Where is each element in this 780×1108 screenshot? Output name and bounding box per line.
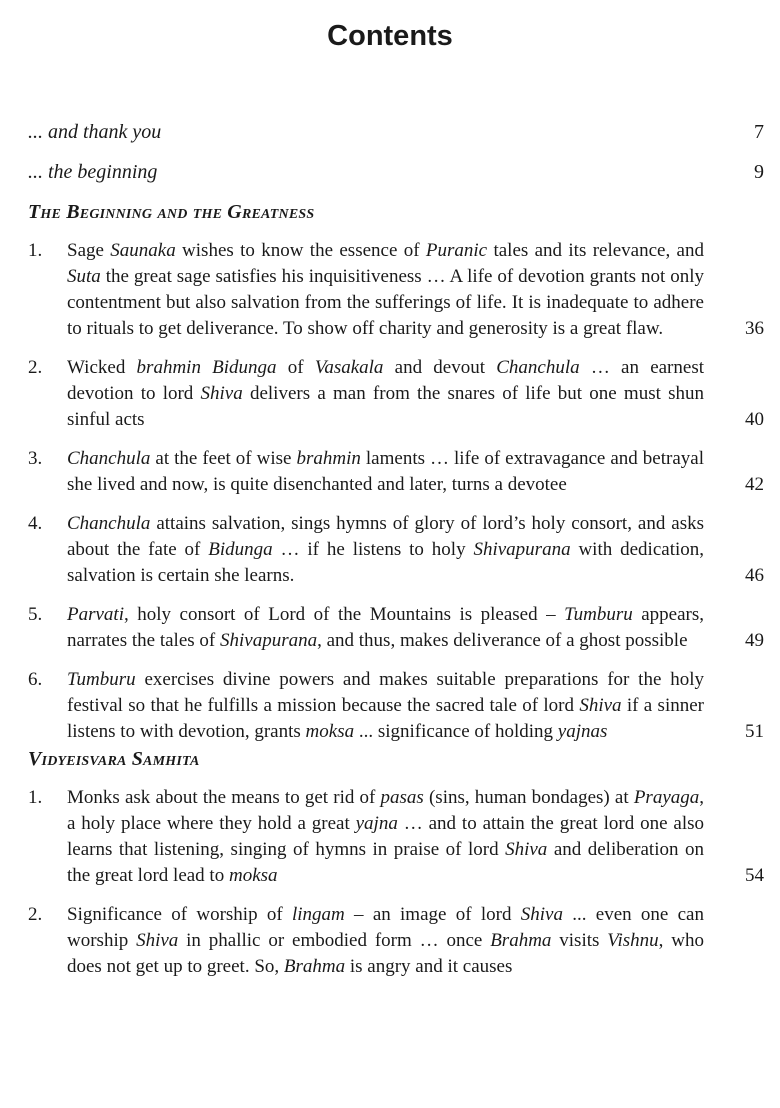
toc-page-number: 54 xyxy=(745,865,764,886)
emphasized-term: Shivapurana xyxy=(473,539,571,560)
entry-text: the great sage satisfies his inquisitiveness … A life of devotion grants not only contentment but also salvation from the sufferings of life. It is inadequate to adhere to rituals to get deliverance. To show off charity and generosity is a great flaw. xyxy=(67,266,704,339)
toc-page-number: 7 xyxy=(754,121,764,143)
table-of-contents xyxy=(28,118,764,996)
entry-text: appears, narrates the tales of xyxy=(67,604,704,651)
entry-text: , who does not get up to greet. So, xyxy=(67,930,704,977)
section-heading: The Beginning and the Greatness xyxy=(28,201,315,223)
entry-text: Significance of worship of xyxy=(67,904,292,925)
emphasized-term: Puranic xyxy=(425,240,488,261)
toc-page-number: 40 xyxy=(745,409,764,430)
emphasized-term: Chanchula xyxy=(496,357,580,378)
emphasized-term: Vishnu xyxy=(607,930,659,951)
entry-text: ... significance of holding xyxy=(354,721,558,742)
entry-text: … an earnest devotion to lord xyxy=(67,357,704,404)
entry-text: (sins, human bondages) at xyxy=(423,787,634,808)
emphasized-term: Brahma xyxy=(283,956,346,977)
emphasized-term: Chanchula xyxy=(67,448,151,469)
emphasized-term: Shiva xyxy=(200,383,243,404)
emphasized-term: Shiva xyxy=(579,695,622,716)
entry-number: 2. xyxy=(28,357,43,378)
entry-text: , holy consort of Lord of the Mountains is pleased – xyxy=(124,604,565,625)
emphasized-term: Saunaka xyxy=(110,240,176,261)
entry-text: … if he listens to holy xyxy=(272,539,474,560)
entry-text: … and to attain the great lord one also learns that listening, singing of hymns in praise of lord xyxy=(67,813,704,860)
entry-description xyxy=(67,667,704,745)
emphasized-term: Shiva xyxy=(520,904,563,925)
emphasized-term: Bidunga xyxy=(208,539,273,560)
emphasized-term: Tumburu xyxy=(67,669,136,690)
entry-description xyxy=(67,902,704,980)
toc-page-number: 9 xyxy=(754,161,764,183)
toc-intro-item[interactable] xyxy=(28,118,764,158)
entry-number: 3. xyxy=(28,448,43,469)
toc-page-number: 51 xyxy=(745,721,764,742)
toc-entry[interactable] xyxy=(28,785,764,889)
emphasized-term: Chanchula xyxy=(67,513,151,534)
entry-text: visits xyxy=(551,930,608,951)
entry-description xyxy=(67,511,704,589)
entry-text: Monks ask about the means to get rid of xyxy=(67,787,381,808)
toc-sections xyxy=(28,198,764,980)
toc-page-number: 42 xyxy=(745,474,764,495)
page-title: Contents xyxy=(327,20,453,52)
section-heading: Vidyeisvara Samhita xyxy=(28,748,200,770)
entry-text: of xyxy=(276,357,315,378)
entry-number: 1. xyxy=(28,240,43,261)
entry-description xyxy=(67,238,704,342)
emphasized-term: moksa xyxy=(305,721,355,742)
emphasized-term: Brahma xyxy=(490,930,552,951)
emphasized-term: Shiva xyxy=(136,930,179,951)
toc-intro-item[interactable] xyxy=(28,158,764,198)
entry-number: 5. xyxy=(28,604,43,625)
toc-page-number: 49 xyxy=(745,630,764,651)
emphasized-term: yajnas xyxy=(557,721,608,742)
entry-text: is angry and it causes xyxy=(345,956,513,977)
entry-description xyxy=(67,446,704,498)
entry-description xyxy=(67,602,704,654)
entry-number: 2. xyxy=(28,904,43,925)
toc-intro-label: ... and thank you xyxy=(28,121,162,143)
entry-text: in phallic or embodied form … once xyxy=(178,930,491,951)
toc-page-number: 46 xyxy=(745,565,764,586)
entry-text: tales and its relevance, and xyxy=(487,240,704,261)
toc-intro-label: ... the beginning xyxy=(28,161,158,183)
toc-page-number: 36 xyxy=(745,318,764,339)
emphasized-term: brahmin Bidunga xyxy=(136,357,277,378)
entry-text: , and thus, makes deliverance of a ghost possible xyxy=(317,630,688,651)
entry-text: , a holy place where they hold a great xyxy=(67,787,704,834)
toc-entry[interactable] xyxy=(28,667,764,745)
toc-entry[interactable] xyxy=(28,238,764,342)
entry-text: and devout xyxy=(383,357,497,378)
entry-text: laments … life of extravagance and betrayal she lived and now, is quite disenchanted and later, turns a devotee xyxy=(67,448,704,495)
toc-entry[interactable] xyxy=(28,511,764,589)
toc-entry[interactable] xyxy=(28,446,764,498)
emphasized-term: Shivapurana xyxy=(219,630,318,651)
emphasized-term: Vasakala xyxy=(314,357,384,378)
entry-number: 4. xyxy=(28,513,43,534)
toc-entry[interactable] xyxy=(28,602,764,654)
entry-text: and deliberation on the great lord lead to xyxy=(67,839,704,886)
emphasized-term: Parvati xyxy=(67,604,124,625)
emphasized-term: pasas xyxy=(380,787,424,808)
entry-text: – an image of lord xyxy=(344,904,521,925)
entry-text: exercises divine powers and makes suitable preparations for the holy festival so that he fulfills a mission because the sacred tale of lord xyxy=(67,669,704,716)
entry-description xyxy=(67,355,704,433)
emphasized-term: moksa xyxy=(228,865,278,886)
entry-description xyxy=(67,785,704,889)
entry-text: ... even one can worship xyxy=(67,904,704,951)
entry-text: wishes to know the essence of xyxy=(175,240,426,261)
emphasized-term: brahmin xyxy=(296,448,361,469)
entry-text: with dedication, salvation is certain she learns. xyxy=(67,539,705,586)
entry-text: attains salvation, sings hymns of glory of lord’s holy consort, and asks about the fate of xyxy=(67,513,704,560)
entry-text: Sage xyxy=(67,240,111,261)
emphasized-term: Tumburu xyxy=(564,604,633,625)
entry-number: 1. xyxy=(28,787,43,808)
entry-text: if a sinner listens to with devotion, grants xyxy=(67,695,704,742)
emphasized-term: yajna xyxy=(355,813,398,834)
toc-entry[interactable] xyxy=(28,902,764,980)
entry-number: 6. xyxy=(28,669,43,690)
toc-entry[interactable] xyxy=(28,355,764,433)
entry-text: at the feet of wise xyxy=(150,448,297,469)
emphasized-term: lingam xyxy=(291,904,345,925)
entry-text: Wicked xyxy=(67,357,137,378)
emphasized-term: Prayaga xyxy=(633,787,700,808)
entry-text: delivers a man from the snares of life but one must shun sinful acts xyxy=(67,383,704,430)
emphasized-term: Suta xyxy=(67,266,101,287)
emphasized-term: Shiva xyxy=(505,839,548,860)
